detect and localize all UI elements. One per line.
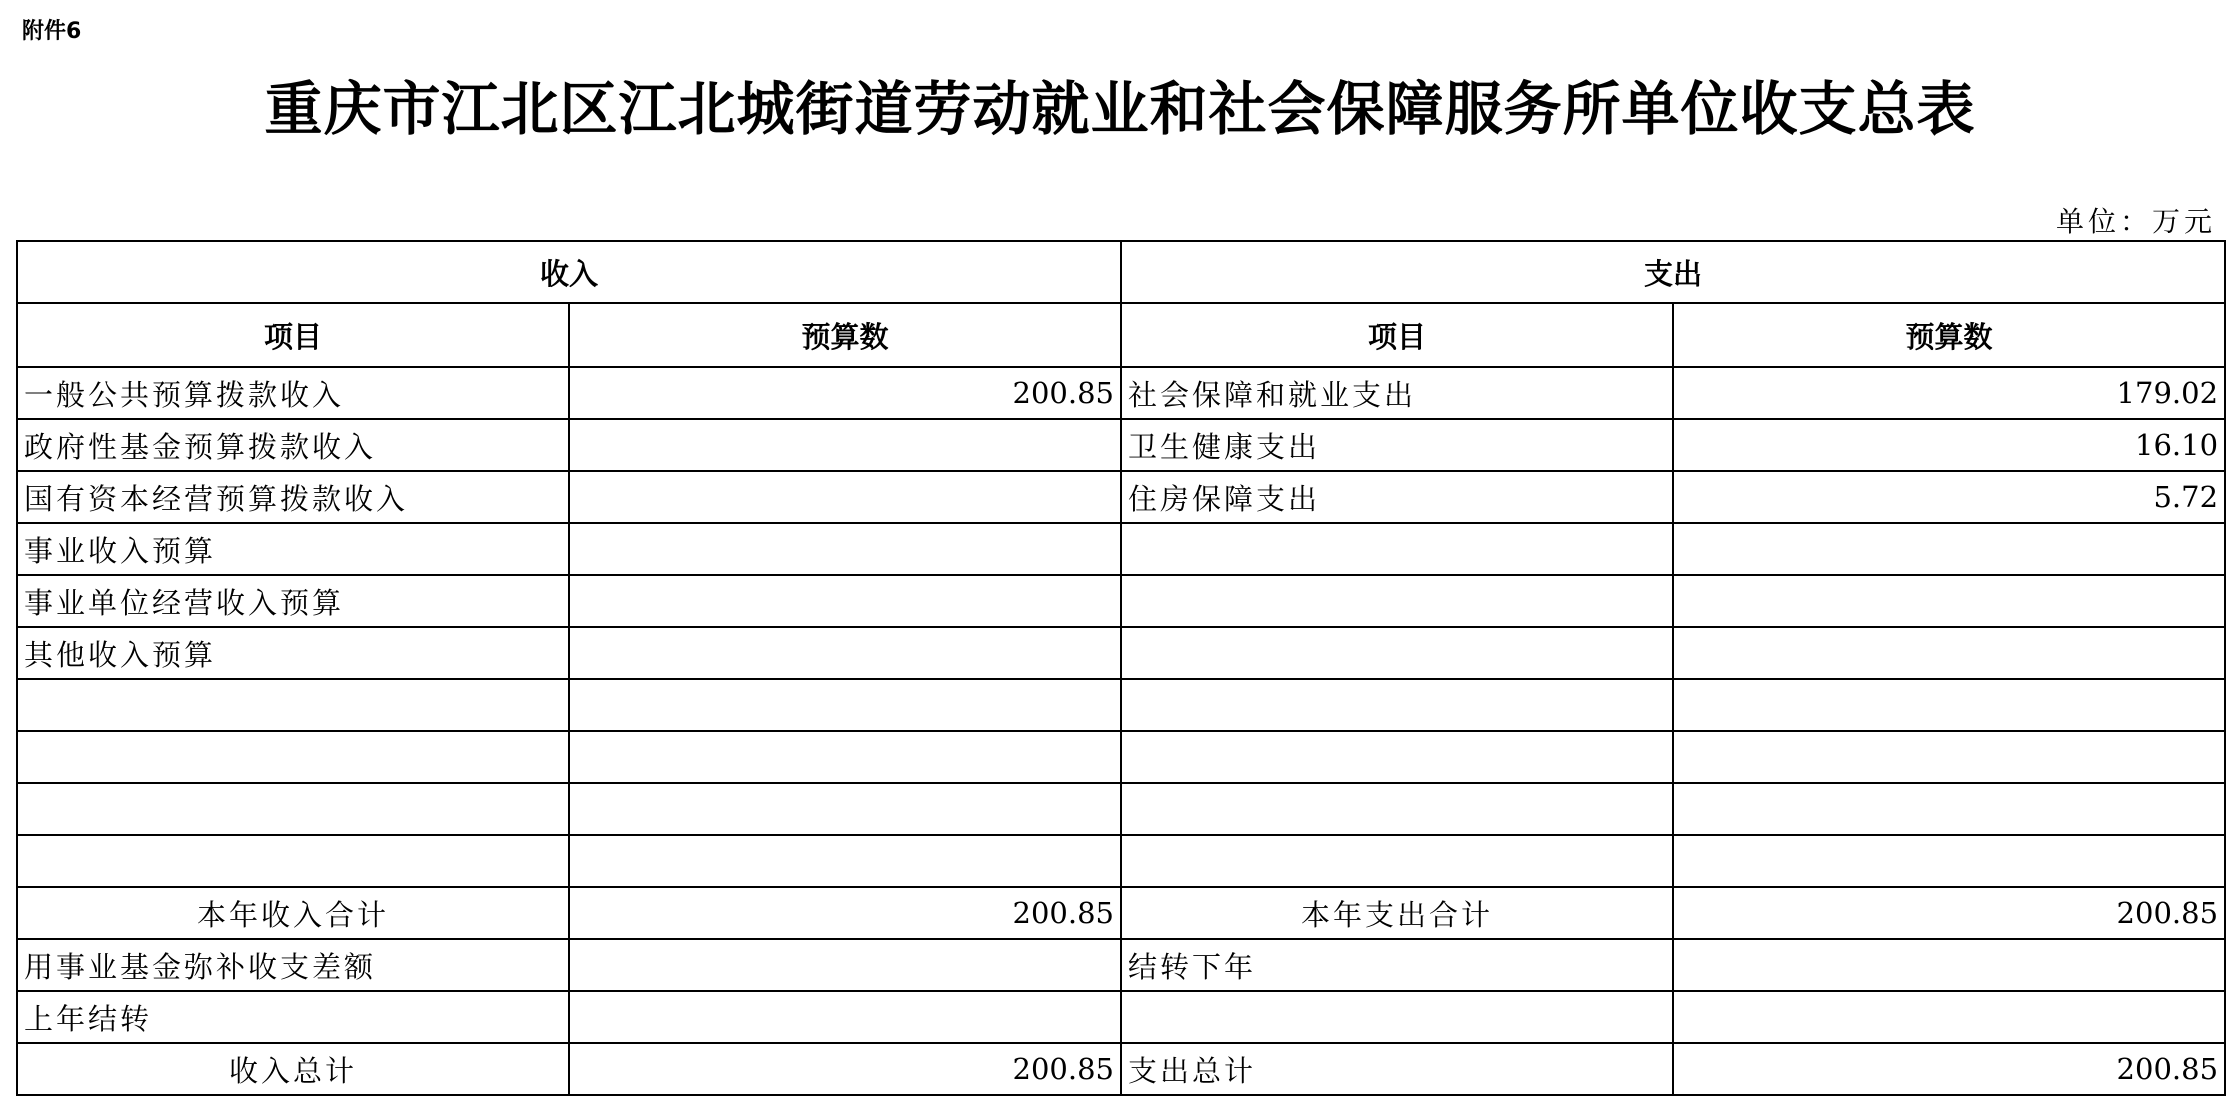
table-row — [17, 367, 2225, 419]
expense-total-label: 支出总计 — [1121, 1043, 1673, 1095]
expense-total-value: 200.85 — [1673, 1043, 2225, 1095]
income-item: 政府性基金预算拨款收入 — [17, 419, 569, 471]
expense-item — [1121, 991, 1673, 1043]
table-row — [17, 627, 2225, 679]
expense-value — [1673, 783, 2225, 835]
expense-value — [1673, 679, 2225, 731]
expense-value: 5.72 — [1673, 471, 2225, 523]
expense-value — [1673, 939, 2225, 991]
income-total-label: 收入总计 — [17, 1043, 569, 1095]
income-total-value: 200.85 — [569, 1043, 1121, 1095]
table-row — [17, 991, 2225, 1043]
expense-item: 住房保障支出 — [1121, 471, 1673, 523]
expense-value: 16.10 — [1673, 419, 2225, 471]
expense-item-header: 项目 — [1121, 303, 1673, 367]
expense-subtotal-value: 200.85 — [1673, 887, 2225, 939]
expense-value — [1673, 575, 2225, 627]
income-value — [569, 939, 1121, 991]
total-row — [17, 1043, 2225, 1095]
income-value — [569, 575, 1121, 627]
expense-item — [1121, 523, 1673, 575]
income-value — [569, 419, 1121, 471]
page-title: 重庆市江北区江北城街道劳动就业和社会保障服务所单位收支总表 — [264, 75, 1976, 143]
income-value — [569, 835, 1121, 887]
unit-label: 单位：万元 — [2055, 205, 2216, 238]
income-value: 200.85 — [569, 367, 1121, 419]
income-item: 事业收入预算 — [17, 523, 569, 575]
attachment-label: 附件6 — [22, 19, 82, 44]
income-item-header: 项目 — [17, 303, 569, 367]
income-value — [569, 679, 1121, 731]
expense-item — [1121, 783, 1673, 835]
income-item — [17, 835, 569, 887]
expense-budget-header: 预算数 — [1673, 303, 2225, 367]
table-row — [17, 679, 2225, 731]
expense-section-header: 支出 — [1121, 241, 2225, 303]
expense-item — [1121, 627, 1673, 679]
income-item: 一般公共预算拨款收入 — [17, 367, 569, 419]
income-subtotal-value: 200.85 — [569, 887, 1121, 939]
expense-value — [1673, 731, 2225, 783]
expense-item: 结转下年 — [1121, 939, 1673, 991]
income-value — [569, 471, 1121, 523]
expense-item — [1121, 731, 1673, 783]
income-value — [569, 731, 1121, 783]
expense-value — [1673, 991, 2225, 1043]
table-row — [17, 731, 2225, 783]
income-budget-header: 预算数 — [569, 303, 1121, 367]
expense-subtotal-label: 本年支出合计 — [1121, 887, 1673, 939]
income-item — [17, 783, 569, 835]
expense-item — [1121, 575, 1673, 627]
subtotal-row — [17, 887, 2225, 939]
income-item: 其他收入预算 — [17, 627, 569, 679]
expense-item: 社会保障和就业支出 — [1121, 367, 1673, 419]
income-item: 国有资本经营预算拨款收入 — [17, 471, 569, 523]
expense-item — [1121, 679, 1673, 731]
income-item — [17, 731, 569, 783]
income-value — [569, 783, 1121, 835]
table-row — [17, 575, 2225, 627]
section-header-row — [17, 241, 2225, 303]
table-row — [17, 471, 2225, 523]
income-item: 事业单位经营收入预算 — [17, 575, 569, 627]
income-section-header: 收入 — [17, 241, 1121, 303]
income-value — [569, 627, 1121, 679]
table-row — [17, 419, 2225, 471]
expense-value — [1673, 835, 2225, 887]
expense-value — [1673, 523, 2225, 575]
expense-value: 179.02 — [1673, 367, 2225, 419]
income-item: 上年结转 — [17, 991, 569, 1043]
column-header-row — [17, 303, 2225, 367]
expense-item — [1121, 835, 1673, 887]
income-item — [17, 679, 569, 731]
expense-item: 卫生健康支出 — [1121, 419, 1673, 471]
table-row — [17, 783, 2225, 835]
income-item: 用事业基金弥补收支差额 — [17, 939, 569, 991]
expense-value — [1673, 627, 2225, 679]
income-value — [569, 991, 1121, 1043]
income-value — [569, 523, 1121, 575]
table-row — [17, 523, 2225, 575]
table-row — [17, 835, 2225, 887]
income-subtotal-label: 本年收入合计 — [17, 887, 569, 939]
table-row — [17, 939, 2225, 991]
budget-summary-table — [16, 240, 2226, 1096]
